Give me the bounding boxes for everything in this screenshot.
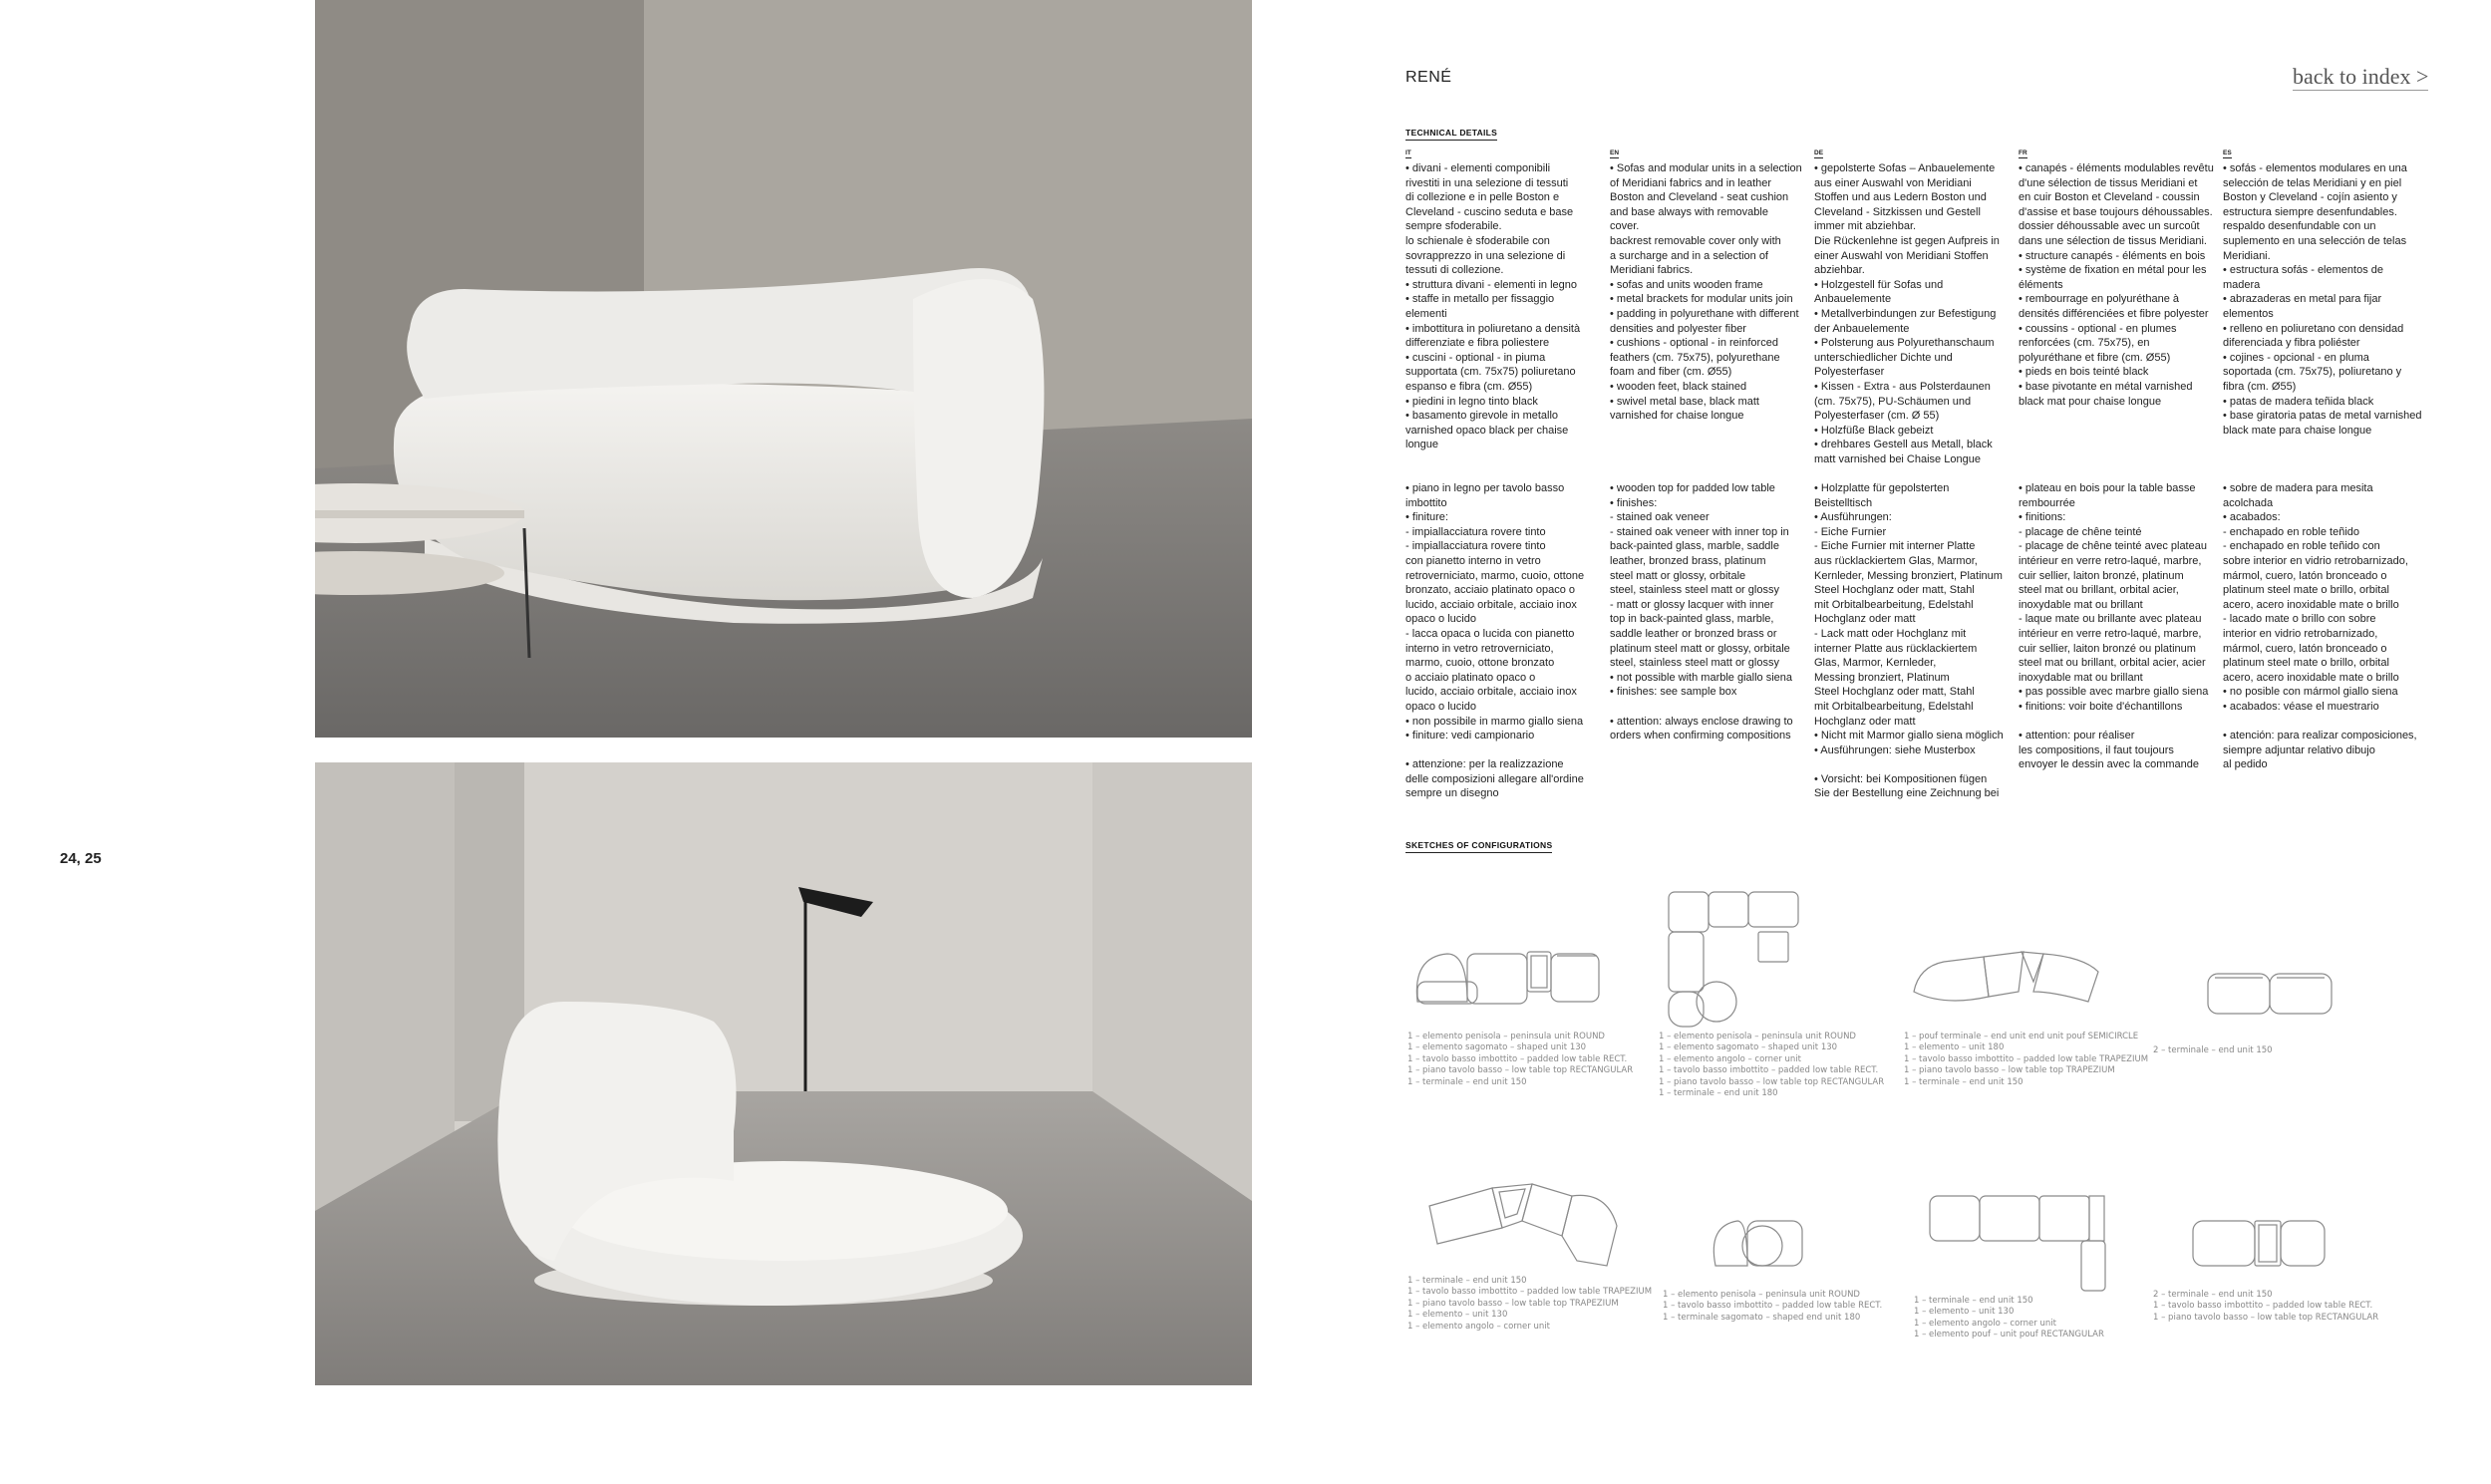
lang-code: DE	[1814, 149, 1824, 156]
sketch-config-2	[1659, 882, 1884, 1099]
sofa-illustration	[315, 0, 1252, 738]
sketch-caption: 2 – terminale – end unit 150	[2153, 1045, 2273, 1055]
sofa-configuration-drawing	[1914, 1186, 2113, 1296]
sofa-configuration-drawing	[1407, 1166, 1637, 1276]
sofa-configuration-drawing	[2153, 1206, 2333, 1296]
sketches-heading: SKETCHES OF CONFIGURATIONS	[1405, 840, 1552, 853]
sofa-configuration-drawing	[1659, 882, 1818, 1032]
lang-text-finishes: • sobre de madera para mesita acolchada • acabados: - enchapado en roble teñido - enchapado en roble teñido con sobre interior en vidrio retrobarnizado, mármol, cuero, latón bronceado o platinum steel mate o brillo, orbital acero, acero inoxidable mate o brillo - lacado mate o brillo con sobre interior en vidrio retrobarnizado, mármol, cuero, latón bronceado o platinum steel mate o brillo, orbital acero, acero inoxidable mate o brillo • no posible con mármol giallo siena • acabados: véase el muestrario • atención: para realizar composiciones, siempre adjuntar relativo dibujo al pedido	[2223, 482, 2417, 771]
sketch-caption: 1 – elemento penisola – peninsula unit ROUND 1 – elemento sagomato – shaped unit 130 1 – tavolo basso imbottito – padded low table RECT. 1 – piano tavolo basso – low table top RECTANGULAR 1 – terminale – end unit 150	[1407, 1032, 1634, 1087]
chaise-longue-photo	[315, 762, 1252, 1385]
sketch-caption: 1 – terminale – end unit 150 1 – tavolo basso imbottito – padded low table TRAPEZIUM 1 – piano tavolo basso – low table top TRAPEZIUM 1 – elemento – unit 130 1 – elemento angolo – corner unit	[1407, 1276, 1653, 1332]
sofa-configuration-drawing	[2153, 962, 2333, 1032]
lang-code: ES	[2223, 149, 2232, 156]
lang-code: FR	[2019, 149, 2027, 156]
lang-column-en	[1610, 145, 1809, 742]
sofa-configuration-drawing	[1407, 942, 1617, 1032]
lang-code: EN	[1610, 149, 1620, 156]
lang-column-es	[2223, 145, 2422, 771]
sketch-config-8	[2153, 1206, 2378, 1324]
sofa-photo	[315, 0, 1252, 738]
lang-text-main: • sofás - elementos modulares en una selección de telas Meridiani y en piel Boston y Cleveland - cojín asiento y estructura siempre desenfundables. respaldo desenfundable con un suplemento en una selección de telas Meridiani. • estructura sofás - elementos de madera • abrazaderas en metal para fijar elementos • relleno en poliuretano con densidad diferenciada y fibra poliéster • cojines - opcional - en pluma soportada (cm. 75x75), poliuretano y fibra (cm. Ø55) • patas de madera teñida black • base giratoria patas de metal varnished black mate para chaise longue	[2223, 162, 2422, 437]
sketch-caption: 1 – elemento penisola – peninsula unit ROUND 1 – tavolo basso imbottito – padded low table RECT. 1 – terminale sagomato – shaped end unit 180	[1663, 1290, 1883, 1323]
lang-text-finishes: • plateau en bois pour la table basse rembourrée • finitions: - placage de chêne teinté - placage de chêne teinté avec plateau intérieur en verre retro-laqué, marbre, cuir sellier, laiton bronzé, platinum steel mat ou brillant, orbital acier, inoxydable mat ou brillant - laque mate ou brillante avec plateau intérieur en verre retro-laqué, marbre, cuir sellier, laiton bronzé ou platinum steel mat ou brillant, orbital acier, acier inoxydable mat ou brillant • pas possible avec marbre giallo siena • finitions: voir boite d'échantillons • attention: pour réaliser les compositions, il faut toujours envoyer le dessin avec la commande	[2019, 482, 2209, 771]
lang-code: IT	[1405, 149, 1411, 156]
page-number: 24, 25	[60, 850, 102, 867]
sketch-caption: 1 – pouf terminale – end unit end unit pouf SEMICIRCLE 1 – elemento – unit 180 1 – tavolo basso imbottito – padded low table TRAPEZIUM 1 – piano tavolo basso – low table top TRAPEZIUM 1 – terminale – end unit 150	[1904, 1032, 2149, 1087]
lang-column-fr	[2019, 145, 2218, 771]
sketch-config-4	[2153, 962, 2333, 1056]
lang-column-it	[1405, 145, 1605, 800]
sofa-configuration-drawing	[1904, 942, 2113, 1032]
sketch-config-6	[1663, 1206, 1882, 1324]
sketch-config-7	[1914, 1186, 2113, 1341]
lang-column-de	[1814, 145, 2014, 800]
lang-text-main: • gepolsterte Sofas – Anbauelemente aus einer Auswahl von Meridiani Stoffen und aus Ledern Boston und Cleveland - Sitzkissen und Gestell immer mit abziehbar. Die Rückenlehne ist gegen Aufpreis in einer Auswahl von Meridiani Stoffen abziehbar. • Holzgestell für Sofas und Anbauelemente • Metallverbindungen zur Befestigung der Anbauelemente • Polsterung aus Polyurethanschaum unterschiedlicher Dichte und Polyesterfaser • Kissen - Extra - aus Polsterdaunen (cm. 75x75), PU-Schäumen und Polyesterfaser (cm. Ø 55) • Holzfüße Black gebeizt • drehbares Gestell aus Metall, black matt varnished bei Chaise Longue	[1814, 162, 2000, 465]
chaise-illustration	[315, 762, 1252, 1385]
back-to-index-link[interactable]: back to index >	[2293, 64, 2429, 89]
lang-text-finishes: • piano in legno per tavolo basso imbottito • finiture: - impiallacciatura rovere tinto - impiallacciatura rovere tinto con pianetto interno in vetro retroverniciato, marmo, cuoio, ottone bronzato, acciaio platinato opaco o lucido, acciaio orbitale, acciaio inox opaco o lucido - lacca opaca o lucida con pianetto interno in vetro retroverniciato, marmo, cuoio, ottone bronzato o acciaio platinato opaco o lucido, acciaio orbitale, acciaio inox opaco o lucido • non possibile in marmo giallo siena • finiture: vedi campionario • attenzione: per la realizzazione delle composizioni allegare all'ordine sempre un disegno	[1405, 482, 1585, 800]
sketch-config-5	[1407, 1166, 1652, 1333]
lang-text-finishes: • wooden top for padded low table • finishes: - stained oak veneer - stained oak veneer with inner top in back-painted glass, marble, saddle leather, bronzed brass, platinum steel matt or glossy, orbitale steel, stainless steel matt or glossy - matt or glossy lacquer with inner top in back-painted glass, marble, saddle leather or bronzed brass or platinum steel matt or glossy, orbitale steel, stainless steel matt or glossy • not possible with marble giallo siena • finishes: see sample box • attention: always enclose drawing to orders when confirming compositions	[1610, 482, 1793, 742]
lang-text-main: • divani - elementi componibili rivestiti in una selezione di tessuti di collezione e in pelle Boston e Cleveland - cuscino seduta e base sempre sfoderabile. lo schienale è sfoderabile con sovrapprezzo in una selezione di tessuti di collezione. • struttura divani - elementi in legno • staffe in metallo per fissaggio elementi • imbottitura in poliuretano a densità differenziate e fibra poliestere • cuscini - optional - in piuma supportata (cm. 75x75) poliuretano espanso e fibra (cm. Ø55) • piedini in legno tinto black • basamento girevole in metallo varnished opaco black per chaise longue	[1405, 162, 1581, 451]
lang-text-main: • canapés - éléments modulables revêtu d'une sélection de tissus Meridiani et en cuir Boston et Cleveland - coussin d'assise et base toujours déhoussables. dossier déhoussable avec un surcoût dans une sélection de tissus Meridiani. • structure canapés - éléments en bois • système de fixation en métal pour les éléments • rembourrage en polyuréthane à densités différenciées et fibre polyester • coussins - optional - en plumes renforcées (cm. 75x75), en polyuréthane et fibre (cm. Ø55) • pieds en bois teinté black • base pivotante en métal varnished black mat pour chaise longue	[2019, 162, 2214, 408]
sketch-caption: 1 – terminale – end unit 150 1 – elemento – unit 130 1 – elemento angolo – corner unit 1 – elemento pouf – unit pouf RECTANGULAR	[1914, 1296, 2104, 1340]
technical-details-heading: TECHNICAL DETAILS	[1405, 128, 1497, 141]
lang-text-main: • Sofas and modular units in a selection of Meridiani fabrics and in leather Boston and Cleveland - seat cushion and base always with removable cover. backrest removable cover only with a surcharge and in a selection of Meridiani fabrics. • sofas and units wooden frame • metal brackets for modular units join • padding in polyurethane with different densities and polyester fiber • cushions - optional - in reinforced feathers (cm. 75x75), polyurethane foam and fiber (cm. Ø55) • wooden feet, black stained • swivel metal base, black matt varnished for chaise longue	[1610, 162, 1802, 423]
sketch-caption: 1 – elemento penisola – peninsula unit ROUND 1 – elemento sagomato – shaped unit 130 1 – elemento angolo – corner unit 1 – tavolo basso imbottito – padded low table RECT. 1 – piano tavolo basso – low table top RECTANGULAR 1 – terminale – end unit 180	[1659, 1032, 1885, 1099]
sketch-config-1	[1407, 942, 1633, 1088]
lang-text-finishes: • Holzplatte für gepolsterten Beistelltisch • Ausführungen: - Eiche Furnier - Eiche Furnier mit interner Platte aus rücklackiertem Glas, Marmor, Kernleder, Messing bronziert, Platinum Steel Hochglanz oder matt, Stahl mit Orbitalbearbeitung, Edelstahl Hochglanz oder matt - Lack matt oder Hochglanz mit interner Platte aus rücklackiertem Glas, Marmor, Kernleder, Messing bronziert, Platinum Steel Hochglanz oder matt, Stahl mit Orbitalbearbeitung, Edelstahl Hochglanz oder matt • Nicht mit Marmor giallo siena möglich • Ausführungen: siehe Musterbox • Vorsicht: bei Kompositionen fügen Sie der Bestellung eine Zeichnung bei	[1814, 482, 2004, 800]
sofa-configuration-drawing	[1663, 1206, 1842, 1296]
sketch-config-3	[1904, 942, 2148, 1088]
product-title: RENÉ	[1405, 69, 1452, 86]
sketch-caption: 2 – terminale – end unit 150 1 – tavolo basso imbottito – padded low table RECT. 1 – piano tavolo basso – low table top RECTANGULAR	[2153, 1290, 2379, 1323]
